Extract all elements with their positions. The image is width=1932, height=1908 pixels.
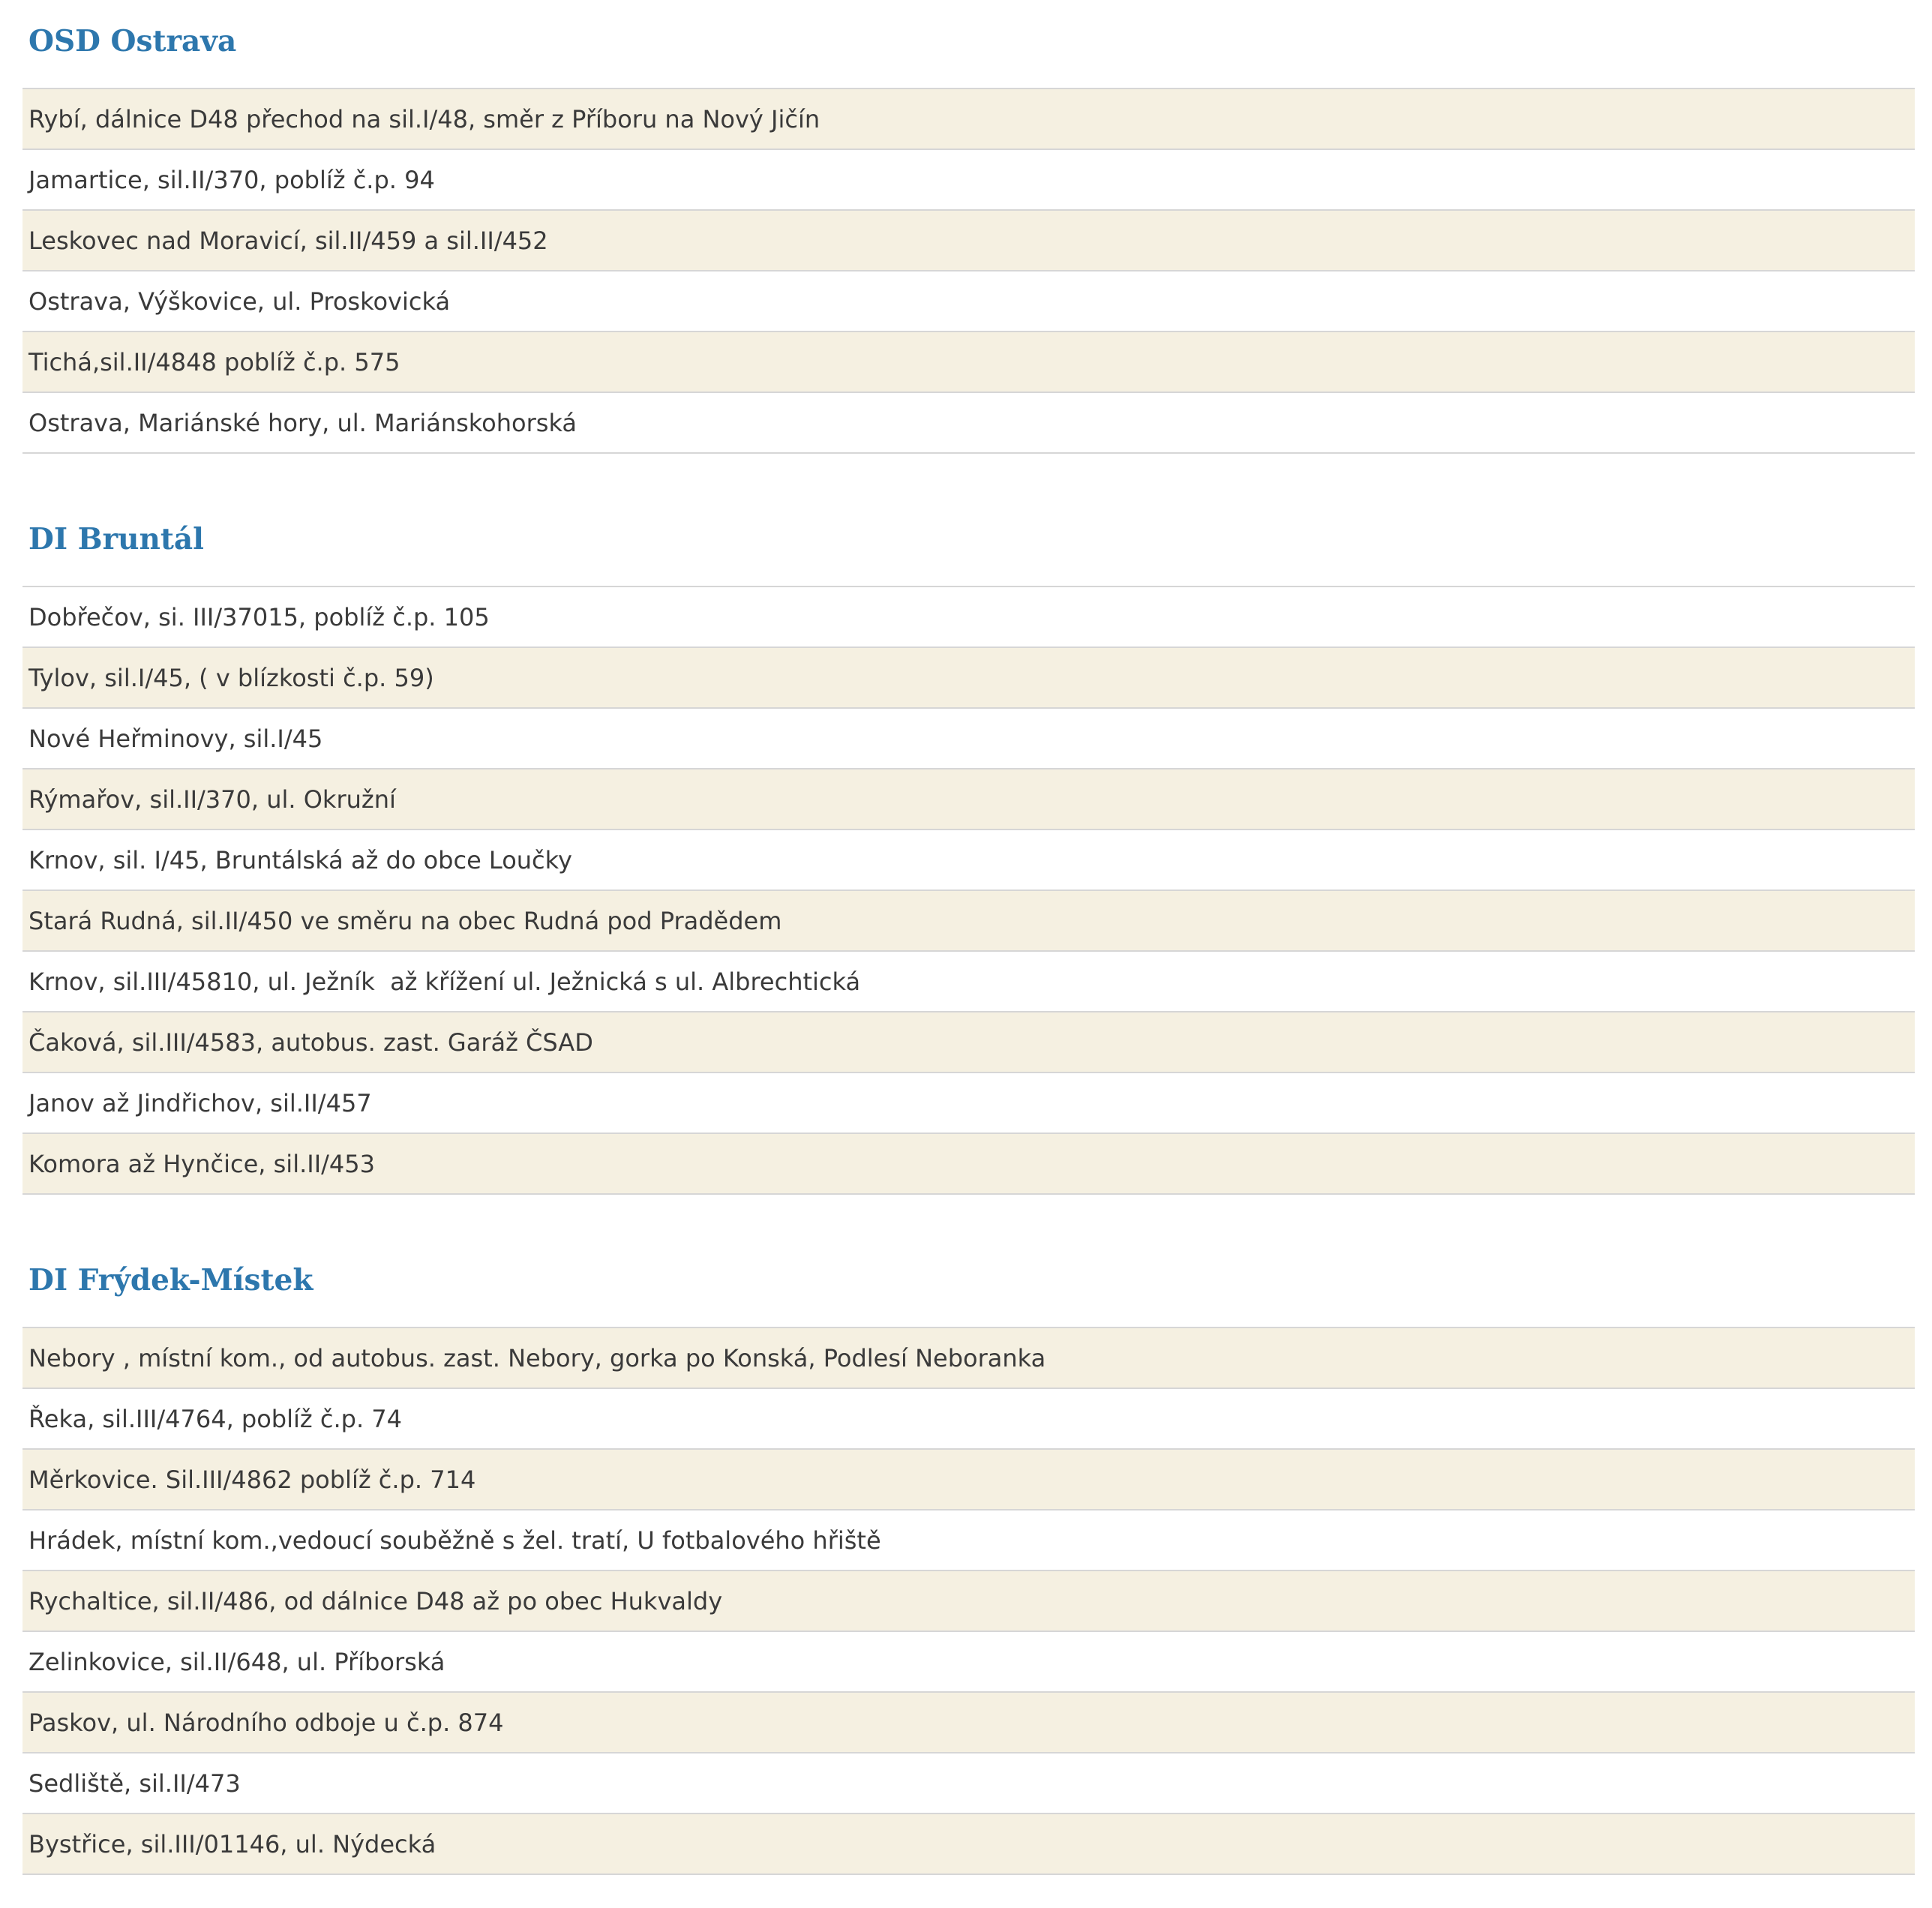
table-row: [22, 1012, 1915, 1072]
location-table: [22, 1327, 1915, 1875]
section-title: DI Frýdek-Místek: [28, 1262, 314, 1298]
location-cell: Krnov, sil.III/45810, ul. Ježník až křížení ul. Ježnická s ul. Albrechtická: [22, 951, 1915, 1012]
section-title: DI Bruntál: [28, 521, 204, 556]
table-row: [22, 1072, 1915, 1133]
location-table: [22, 88, 1915, 454]
table-row: [22, 1510, 1915, 1570]
location-cell: Sedliště, sil.II/473: [22, 1753, 1915, 1814]
table-row: [22, 769, 1915, 830]
location-cell: Rýmařov, sil.II/370, ul. Okružní: [22, 769, 1915, 830]
table-row: [22, 1631, 1915, 1692]
location-cell: Stará Rudná, sil.II/450 ve směru na obec Rudná pod Pradědem: [22, 890, 1915, 951]
table-row: [22, 1388, 1915, 1449]
table-row: [22, 890, 1915, 951]
table-row: [22, 1449, 1915, 1510]
location-cell: Komora až Hynčice, sil.II/453: [22, 1133, 1915, 1194]
table-row: [22, 1570, 1915, 1631]
location-cell: Hrádek, místní kom.,vedoucí souběžně s žel. tratí, U fotbalového hřiště: [22, 1510, 1915, 1570]
table-row: [22, 1692, 1915, 1753]
table-row: [22, 88, 1915, 149]
section-di-frydek-mistek: [22, 1234, 1915, 1875]
location-cell: Tichá,sil.II/4848 poblíž č.p. 575: [22, 332, 1915, 392]
location-cell: Rychaltice, sil.II/486, od dálnice D48 až po obec Hukvaldy: [22, 1570, 1915, 1631]
location-cell: Paskov, ul. Národního odboje u č.p. 874: [22, 1692, 1915, 1753]
location-cell: Leskovec nad Moravicí, sil.II/459 a sil.II/452: [22, 210, 1915, 271]
location-cell: Janov až Jindřichov, sil.II/457: [22, 1072, 1915, 1133]
location-cell: Bystřice, sil.III/01146, ul. Nýdecká: [22, 1814, 1915, 1874]
table-row: [22, 708, 1915, 769]
location-cell: Jamartice, sil.II/370, poblíž č.p. 94: [22, 149, 1915, 210]
table-row: [22, 951, 1915, 1012]
table-row: [22, 1753, 1915, 1814]
location-cell: Řeka, sil.III/4764, poblíž č.p. 74: [22, 1388, 1915, 1449]
table-row: [22, 1328, 1915, 1388]
location-cell: Ostrava, Výškovice, ul. Proskovická: [22, 271, 1915, 332]
table-row: [22, 830, 1915, 890]
table-row: [22, 1133, 1915, 1194]
location-table: [22, 586, 1915, 1195]
page-content: [22, 0, 1915, 1875]
location-cell: Nové Heřminovy, sil.I/45: [22, 708, 1915, 769]
table-row: [22, 271, 1915, 332]
location-cell: Tylov, sil.I/45, ( v blízkosti č.p. 59): [22, 647, 1915, 708]
table-row: [22, 647, 1915, 708]
section-di-bruntal: [22, 493, 1915, 1195]
table-row: [22, 210, 1915, 271]
table-row: [22, 332, 1915, 392]
section-osd-ostrava: [22, 0, 1915, 454]
location-cell: Ostrava, Mariánské hory, ul. Mariánskohorská: [22, 392, 1915, 453]
location-cell: Čaková, sil.III/4583, autobus. zast. Garáž ČSAD: [22, 1012, 1915, 1072]
table-row: [22, 1814, 1915, 1874]
table-row: [22, 392, 1915, 453]
location-cell: Nebory , místní kom., od autobus. zast. Nebory, gorka po Konská, Podlesí Neboranka: [22, 1328, 1915, 1388]
location-cell: Měrkovice. Sil.III/4862 poblíž č.p. 714: [22, 1449, 1915, 1510]
table-row: [22, 149, 1915, 210]
location-cell: Rybí, dálnice D48 přechod na sil.I/48, směr z Příboru na Nový Jičín: [22, 88, 1915, 149]
section-title: OSD Ostrava: [28, 23, 237, 58]
location-cell: Zelinkovice, sil.II/648, ul. Příborská: [22, 1631, 1915, 1692]
location-cell: Dobřečov, si. III/37015, poblíž č.p. 105: [22, 586, 1915, 647]
table-row: [22, 586, 1915, 647]
location-cell: Krnov, sil. I/45, Bruntálská až do obce Loučky: [22, 830, 1915, 890]
